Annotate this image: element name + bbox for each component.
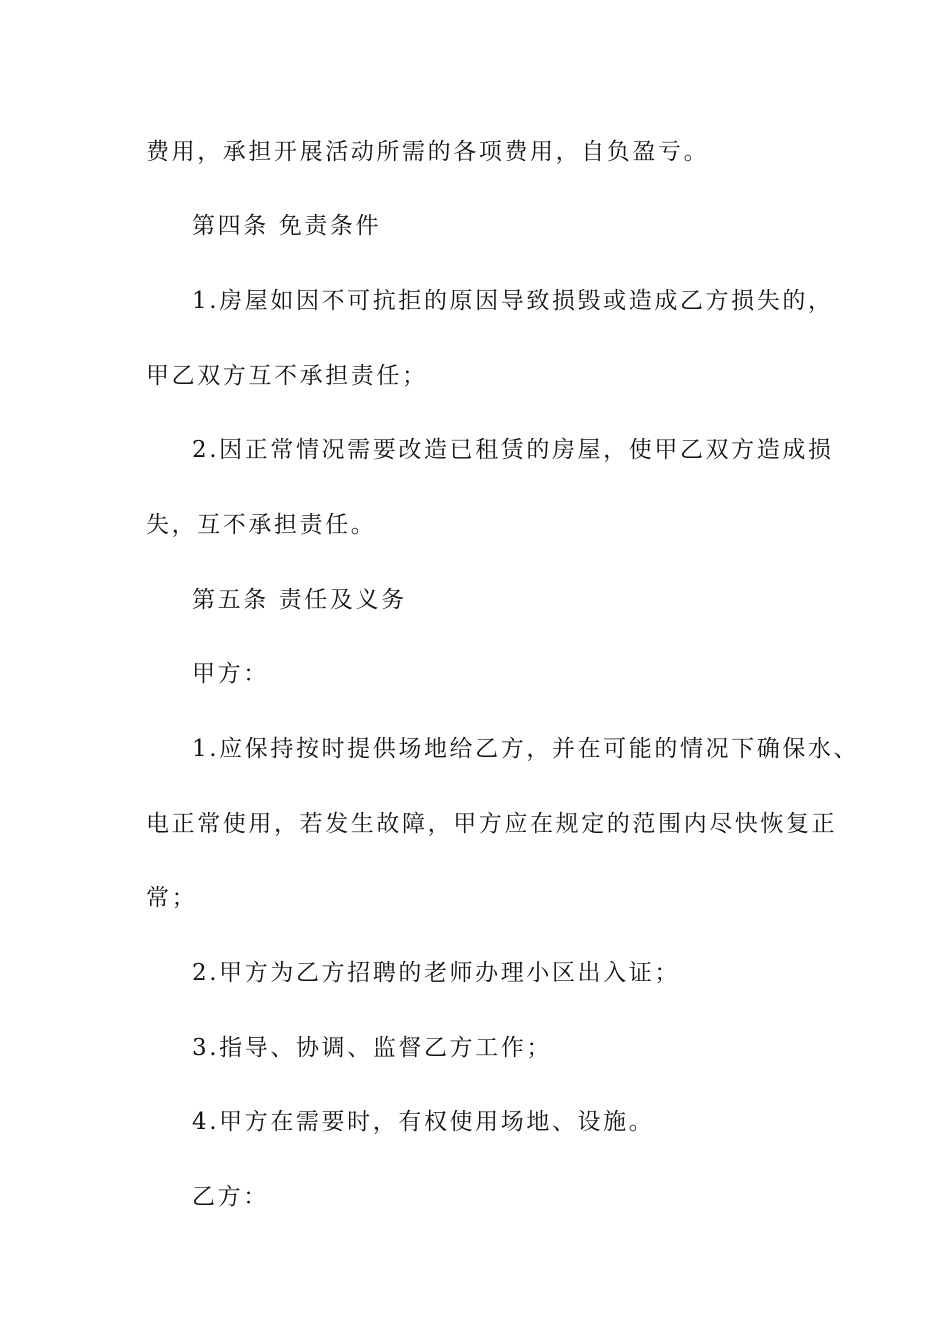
text-line: 常； [146, 885, 198, 911]
text-line: 失，互不承担责任。 [146, 512, 377, 538]
text-line: 甲乙双方互不承担责任； [146, 363, 428, 389]
text-line: 4.甲方在需要时，有权使用场地、设施。 [192, 1109, 655, 1135]
text-line: 3.指导、协调、监督乙方工作； [192, 1035, 552, 1061]
text-line: 2.因正常情况需要改造已租赁的房屋，使甲乙双方造成损 [192, 437, 834, 463]
text-line: 费用，承担开展活动所需的各项费用，自负盈亏。 [146, 139, 710, 165]
party-label: 甲方： [192, 661, 269, 687]
text-line: 1.应保持按时提供场地给乙方，并在可能的情况下确保水、 [192, 736, 860, 762]
text-line: 电正常使用，若发生故障，甲方应在规定的范围内尽快恢复正 [146, 811, 838, 837]
section-heading: 第四条 免责条件 [192, 213, 382, 239]
party-label: 乙方： [192, 1184, 269, 1210]
text-line: 1.房屋如因不可抗拒的原因导致损毁或造成乙方损失的， [192, 288, 834, 314]
text-line: 2.甲方为乙方招聘的老师办理小区出入证； [192, 960, 680, 986]
section-heading: 第五条 责任及义务 [192, 587, 407, 613]
